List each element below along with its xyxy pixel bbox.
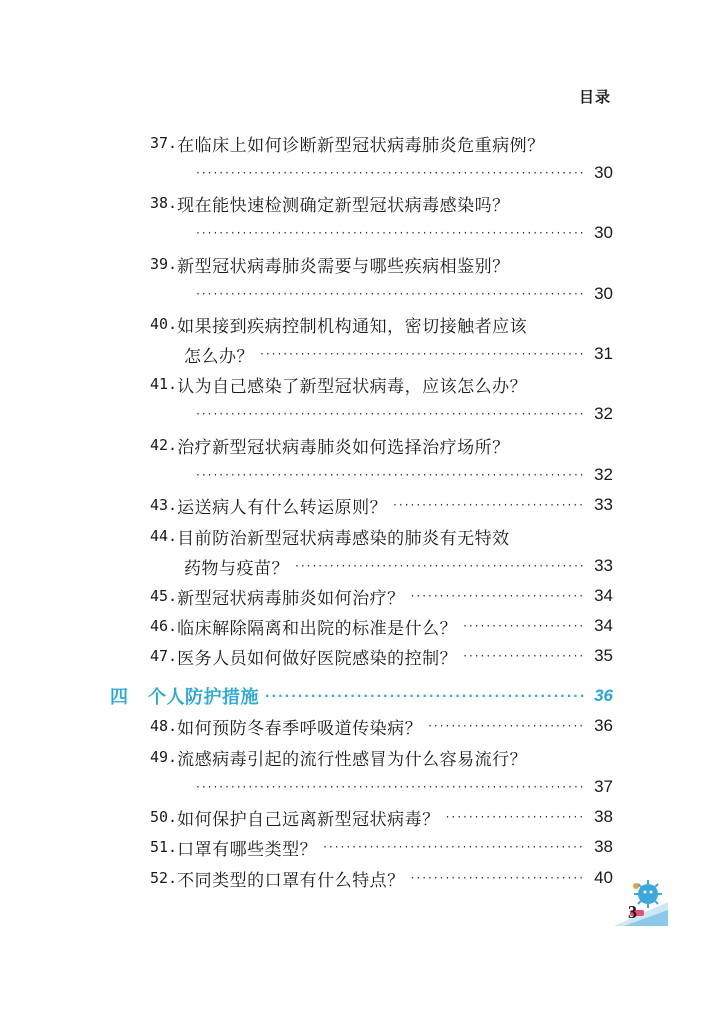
entry-page: 34	[594, 586, 613, 605]
toc-entry-38-page-line	[190, 218, 613, 248]
entry-page: 36	[594, 716, 613, 735]
dot-leader	[196, 469, 585, 481]
entry-number: 39.	[150, 255, 178, 273]
entry-page: 32	[594, 465, 613, 484]
entry-number: 51.	[150, 838, 178, 856]
entry-number: 38.	[150, 194, 178, 212]
entry-title: 认为自己感染了新型冠状病毒，应该怎么办？	[177, 376, 528, 397]
entry-page: 30	[594, 163, 613, 182]
toc-entry-41-page-line	[190, 399, 613, 429]
toc-entry-49-page-line	[190, 772, 613, 802]
toc-entry-51[interactable]	[150, 832, 613, 862]
entry-title: 运送病人有什么转运原则？	[177, 497, 388, 518]
section-title: 个人防护措施	[148, 687, 259, 708]
entry-title: 临床解除隔离和出院的标准是什么？	[177, 618, 458, 639]
dot-leader	[411, 590, 585, 602]
dot-leader	[428, 720, 585, 732]
toc-entry-52[interactable]	[150, 863, 613, 893]
entry-page: 40	[594, 868, 613, 887]
entry-page: 38	[594, 807, 613, 826]
toc-entry-42[interactable]	[150, 430, 590, 460]
dot-leader	[446, 811, 585, 823]
entry-number: 44.	[150, 527, 178, 545]
page-number: 3	[628, 902, 637, 922]
entry-number: 45.	[150, 587, 178, 605]
header-title: 目录	[578, 88, 611, 106]
dot-leader	[393, 499, 585, 511]
entry-number: 41.	[150, 375, 178, 393]
toc-entry-40-line2	[184, 339, 613, 369]
entry-page: 37	[594, 777, 613, 796]
toc-entry-48[interactable]	[150, 711, 613, 741]
entry-page: 30	[594, 223, 613, 242]
entry-title: 如果接到疾病控制机构通知，密切接触者应该	[177, 316, 528, 337]
entry-title: 医务人员如何做好医院感染的控制？	[177, 648, 458, 669]
entry-page: 35	[594, 646, 613, 665]
entry-title: 如何保护自己远离新型冠状病毒？	[177, 809, 440, 830]
dot-leader	[265, 690, 585, 702]
toc-entry-44-line2	[184, 551, 613, 581]
dot-leader	[463, 620, 585, 632]
entry-title-continued: 药物与疫苗？	[184, 558, 289, 579]
entry-number: 42.	[150, 436, 178, 454]
entry-number: 46.	[150, 617, 178, 635]
toc-entry-39-page-line	[190, 279, 613, 309]
toc-entry-41[interactable]	[150, 369, 590, 399]
entry-title: 不同类型的口罩有什么特点？	[177, 870, 405, 891]
entry-number: 52.	[150, 869, 178, 887]
dot-leader	[463, 650, 585, 662]
entry-number: 40.	[150, 315, 178, 333]
toc-entry-50[interactable]	[150, 802, 613, 832]
entry-number: 47.	[150, 647, 178, 665]
entry-title: 口罩有哪些类型？	[177, 839, 318, 860]
toc-entry-45[interactable]	[150, 581, 613, 611]
dot-leader	[260, 348, 585, 360]
entry-number: 49.	[150, 748, 178, 766]
dot-leader	[411, 872, 585, 884]
entry-page: 34	[594, 616, 613, 635]
entry-title: 如何预防冬春季呼吸道传染病？	[177, 718, 423, 739]
entry-number: 37.	[150, 134, 178, 152]
entry-title: 新型冠状病毒肺炎需要与哪些疾病相鉴别？	[177, 256, 510, 277]
entry-page: 38	[594, 837, 613, 856]
entry-number: 50.	[150, 808, 178, 826]
entry-page: 33	[594, 495, 613, 514]
toc-entry-46[interactable]	[150, 611, 613, 641]
toc-entry-44[interactable]	[150, 521, 590, 551]
entry-title: 现在能快速检测确定新型冠状病毒感染吗？	[177, 195, 510, 216]
entry-title: 流感病毒引起的流行性感冒为什么容易流行？	[177, 749, 528, 770]
toc-entry-38[interactable]	[150, 188, 590, 218]
dot-leader	[196, 408, 585, 420]
dot-leader	[196, 288, 585, 300]
toc-entry-37[interactable]	[150, 128, 590, 158]
entry-page: 32	[594, 404, 613, 423]
entry-title: 新型冠状病毒肺炎如何治疗？	[177, 588, 405, 609]
toc-entry-49[interactable]	[150, 742, 590, 772]
toc-entry-37-page-line	[190, 158, 613, 188]
dot-leader	[323, 841, 585, 853]
toc-entry-40[interactable]	[150, 309, 590, 339]
toc-section-4[interactable]	[110, 681, 613, 711]
entry-page: 33	[594, 556, 613, 575]
dot-leader	[196, 781, 585, 793]
toc-entry-47[interactable]	[150, 641, 613, 671]
dot-leader	[295, 560, 585, 572]
entry-title: 目前防治新型冠状病毒感染的肺炎有无特效	[177, 528, 510, 549]
toc-entry-39[interactable]	[150, 249, 590, 279]
toc-entry-43[interactable]	[150, 490, 613, 520]
entry-number: 48.	[150, 717, 178, 735]
entry-page: 31	[594, 344, 613, 363]
dot-leader	[196, 227, 585, 239]
entry-title: 治疗新型冠状病毒肺炎如何选择治疗场所？	[177, 437, 510, 458]
entry-title-continued: 怎么办？	[184, 346, 254, 367]
entry-title: 在临床上如何诊断新型冠状病毒肺炎危重病例？	[177, 135, 545, 156]
toc-entry-42-page-line	[190, 460, 613, 490]
entry-page: 30	[594, 284, 613, 303]
section-page: 36	[594, 686, 613, 705]
dot-leader	[196, 167, 585, 179]
section-number: 四	[110, 687, 128, 708]
entry-number: 43.	[150, 496, 178, 514]
